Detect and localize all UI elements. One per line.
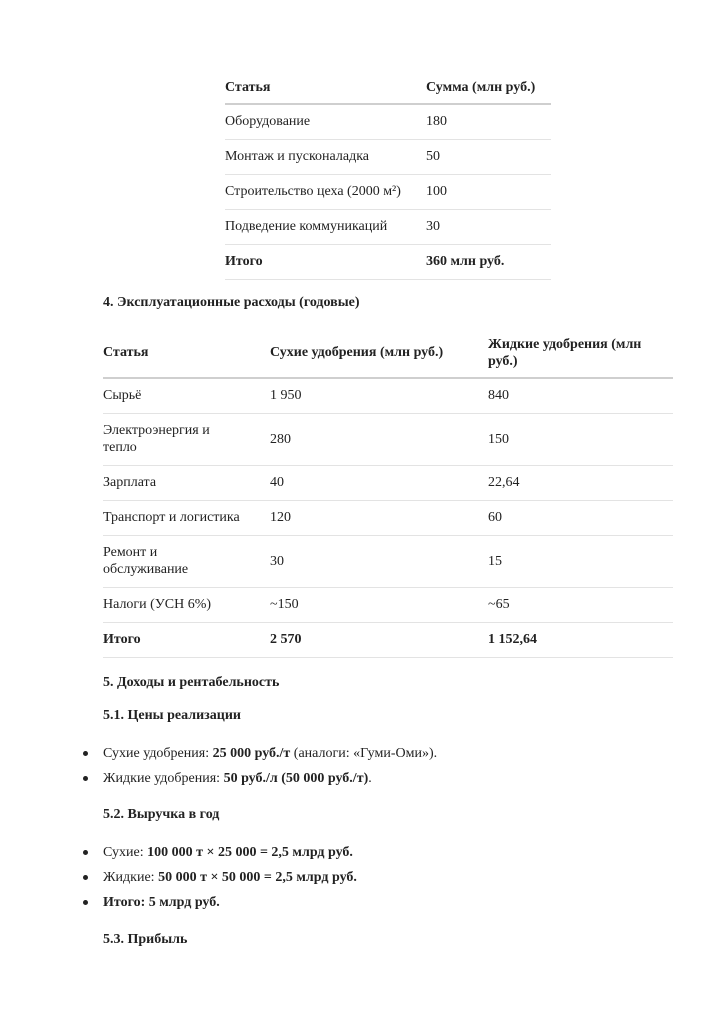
cell-item: Монтаж и пусконаладка [225,139,426,174]
header-cell: Жидкие удобрения (млн руб.) [488,328,673,378]
table-row [103,587,673,622]
cell-item: Строительство цеха (2000 м²) [225,174,426,209]
cell-liquid: 150 [488,413,673,465]
table-header-row [225,71,551,104]
cell-item: Сырьё [103,378,270,413]
cell-item: Зарплата [103,465,270,500]
header-cell: Статья [103,328,270,378]
list-item [103,766,437,791]
cell-item: Подведение коммуникаций [225,209,426,244]
cell-total-label: Итого [225,244,426,279]
header-cell: Сумма (млн руб.) [426,71,551,104]
cell-total-liquid: 1 152,64 [488,622,673,657]
cell-liquid: 22,64 [488,465,673,500]
table-header-row [103,328,673,378]
cell-amount: 180 [426,104,551,139]
cell-item: Ремонт и обслуживание [103,535,270,587]
table-row [225,174,551,209]
item-label: Сухие: [103,845,148,860]
table-row [103,535,673,587]
cell-liquid: 840 [488,378,673,413]
header-cell: Сухие удобрения (млн руб.) [270,328,488,378]
item-value: 50 руб./л (50 000 руб./т) [223,771,369,786]
item-label: Сухие удобрения: [103,746,213,761]
item-value: Итого: 5 млрд руб. [103,895,220,910]
cell-amount: 50 [426,139,551,174]
table-row [225,104,551,139]
list-item [103,890,357,915]
cell-dry: 1 950 [270,378,488,413]
cell-liquid: 60 [488,500,673,535]
table-row [103,465,673,500]
item-value: 50 000 т × 50 000 = 2,5 млрд руб. [158,870,357,885]
bullet-icon [83,751,88,756]
cell-dry: 120 [270,500,488,535]
bullet-icon [83,776,88,781]
table-row [225,209,551,244]
cell-amount: 100 [426,174,551,209]
item-label: Жидкие удобрения: [103,771,224,786]
cell-item: Налоги (УСН 6%) [103,587,270,622]
table-row [225,139,551,174]
cell-dry: 30 [270,535,488,587]
cell-total-dry: 2 570 [270,622,488,657]
cell-total-label: Итого [103,622,270,657]
table-row [103,413,673,465]
cell-liquid: 15 [488,535,673,587]
opex-table [103,328,673,658]
cell-item: Оборудование [225,104,426,139]
cell-total-value: 360 млн руб. [426,244,551,279]
list-item [103,840,357,865]
header-cell: Статья [225,71,426,104]
section-5-1-heading: 5.1. Цены реализации [103,708,241,723]
item-label: Жидкие: [103,870,159,885]
item-value: 100 000 т × 25 000 = 2,5 млрд руб. [147,845,353,860]
table-row [103,378,673,413]
cell-liquid: ~65 [488,587,673,622]
revenue-list [103,840,357,915]
section-4-heading: 4. Эксплуатационные расходы (годовые) [103,295,360,310]
list-item [103,741,437,766]
section-5-heading: 5. Доходы и рентабельность [103,675,280,690]
capex-table [225,71,551,280]
table-total-row [225,244,551,279]
bullet-icon [83,850,88,855]
cell-dry: 40 [270,465,488,500]
cell-item: Электроэнергия и тепло [103,413,270,465]
table-total-row [103,622,673,657]
section-5-2-heading: 5.2. Выручка в год [103,807,220,822]
bullet-icon [83,900,88,905]
table-row [103,500,673,535]
cell-item: Транспорт и логистика [103,500,270,535]
list-item [103,865,357,890]
item-note: . [368,771,372,786]
item-note: (аналоги: «Гуми-Оми»). [290,746,438,761]
cell-amount: 30 [426,209,551,244]
cell-dry: 280 [270,413,488,465]
prices-list [103,741,437,791]
section-5-3-heading: 5.3. Прибыль [103,932,188,947]
bullet-icon [83,875,88,880]
item-value: 25 000 руб./т [212,746,291,761]
cell-dry: ~150 [270,587,488,622]
